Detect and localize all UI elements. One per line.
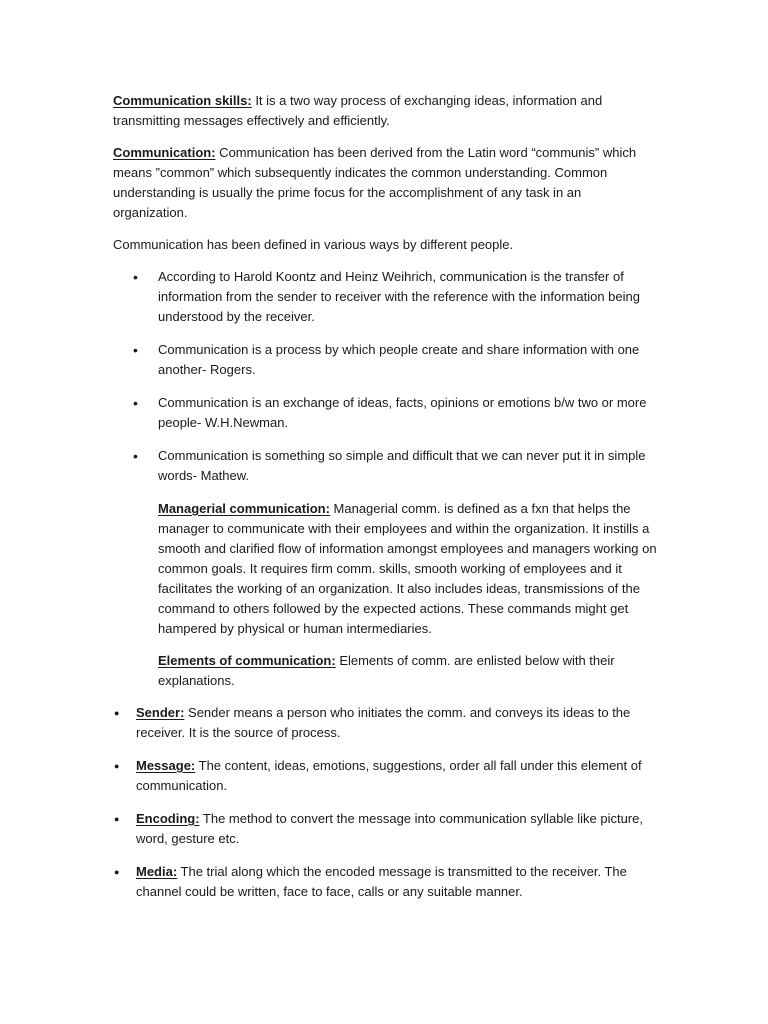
element-item-sender xyxy=(113,703,658,743)
document-page xyxy=(113,91,658,915)
element-text: The trial along which the encoded message is transmitted to the receiver. The channel could be written, face to face, calls or any suitable manner. xyxy=(136,864,627,899)
element-item-encoding xyxy=(113,809,658,849)
elements-paragraph xyxy=(113,651,658,691)
elements-term: Elements of communication: xyxy=(158,653,336,668)
element-term: Encoding: xyxy=(136,811,200,826)
definitions-list xyxy=(113,267,658,486)
communication-paragraph xyxy=(113,143,658,223)
element-item-message xyxy=(113,756,658,796)
element-text: The content, ideas, emotions, suggestions, order all fall under this element of communication. xyxy=(136,758,642,793)
definition-item: • Communication is an exchange of ideas, facts, opinions or emotions b/w two or more people- W.H.Newman. xyxy=(113,393,658,433)
element-term: Message: xyxy=(136,758,196,773)
managerial-communication-term: Managerial communication: xyxy=(158,501,330,516)
definition-item: • Communication is a process by which people create and share information with one another- Rogers. xyxy=(113,340,658,380)
element-text: The method to convert the message into communication syllable like picture, word, gesture etc. xyxy=(136,811,643,846)
elements-text: Elements of comm. are enlisted below with their explanations. xyxy=(158,653,615,688)
definition-item: • Communication is something so simple and difficult that we can never put it in simple words- Mathew. xyxy=(113,446,658,486)
element-term: Sender: xyxy=(136,705,185,720)
element-term: Media: xyxy=(136,864,178,879)
element-item-media xyxy=(113,862,658,902)
element-text: Sender means a person who initiates the comm. and conveys its ideas to the receiver. It is the source of process. xyxy=(136,705,631,740)
communication-skills-term: Communication skills: xyxy=(113,93,252,108)
elements-list xyxy=(113,703,658,902)
communication-skills-paragraph xyxy=(113,91,658,131)
managerial-communication-text: Managerial comm. is defined as a fxn that helps the manager to communicate with their employees and within the organization. It instills a smooth and clarified flow of information amongst employees and managers working on common goals. It requires firm comm. skills, smooth working of employees and it facilitates the working of an organization. It also includes ideas, transmissions of the command to others followed by the expected actions. These commands might get hampered by physical or human intermediaries. xyxy=(158,501,657,636)
definitions-intro: Communication has been defined in various ways by different people. xyxy=(113,237,514,252)
definition-item: • According to Harold Koontz and Heinz Weihrich, communication is the transfer of information from the sender to receiver with the reference with the information being understood by the receiver. xyxy=(113,267,658,327)
communication-term: Communication: xyxy=(113,145,216,160)
communication-text: Communication has been derived from the Latin word “communis” which means ”common” which subsequently indicates the common understanding. Common understanding is usually the prime focus for the accomplishment of any task in an organization. xyxy=(113,145,637,220)
managerial-communication-paragraph xyxy=(113,499,658,639)
communication-skills-text: It is a two way process of exchanging ideas, information and transmitting messages effectively and efficiently. xyxy=(113,93,603,128)
